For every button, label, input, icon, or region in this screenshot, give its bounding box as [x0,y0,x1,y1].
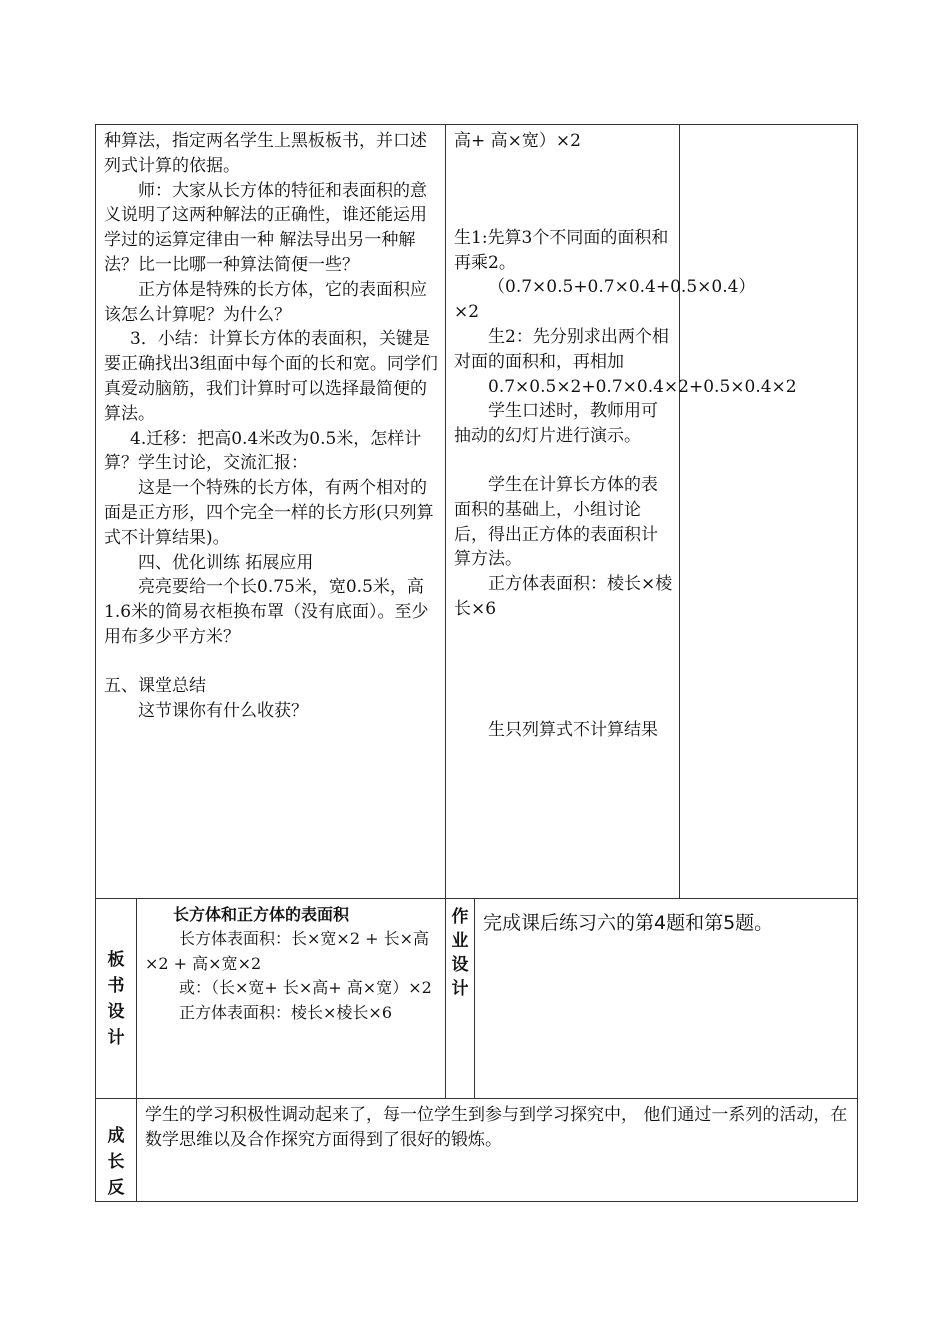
reflection-cell [137,1099,858,1202]
left-para-3: 正方体是特殊的长方体，它的表面积应该怎么计算呢？为什么？ [104,279,427,325]
mid-para-2: 生1:先算3个不同面的面积和再乘2。 [454,227,669,273]
left-para-9: 五、课堂总结 [104,675,206,696]
teaching-process-cell [96,125,446,899]
homework-cell: 完成课后练习六的第4题和第5题。 [475,899,858,1099]
board-row [96,899,858,1099]
process-row [96,125,858,899]
left-para-4: 3．小结：计算长方体的表面积，关键是要正确找出3组面中每个面的长和宽。同学们真爱动脑筋，我们计算时可以选择最简便的算法。 [104,329,438,424]
mid-para-5: 0.7×0.5×2+0.7×0.4×2+0.5×0.4×2 [488,376,797,397]
left-para-10: 这节课你有什么收获？ [138,700,308,721]
board-label: 板 书 设 计 [96,899,137,1099]
mid-para-7: 学生在计算长方体的表面积的基础上，小组讨论后，得出正方体的表面积计算方法。 [454,474,658,570]
reflection-label: 成 长 反 [96,1099,137,1202]
mid-para-1: 高+ 高×宽）×2 [454,131,581,151]
board-line-1: 长方体表面积：长×宽×2 + 长×高×2 + 高×宽×2 [145,929,429,973]
reflection-row [96,1099,858,1202]
mid-para-6: 学生口述时，教师用可抽动的幻灯片进行演示。 [454,401,658,447]
board-design-cell [137,899,446,1099]
student-activity-cell [446,125,797,899]
left-para-8: 亮亮要给一个长0.75米，宽0.5米，高1.6米的简易衣柜换布罩（没有底面）。至少用布多少平方米？ [104,577,429,647]
board-line-2: 或：（长×宽+ 长×高+ 高×宽）×2 [179,978,432,997]
board-title: 长方体和正方体的表面积 [173,905,350,924]
homework-label: 作 业 设 计 [446,899,475,1099]
reflection-text: 学生的学习积极性调动起来了，每一位学生到参与到学习探究中， 他们通过一系列的活动，在数学思维以及合作探究方面得到了很好的锻炼。 [145,1105,848,1150]
board-line-3: 正方体表面积：棱长×棱长×6 [179,1002,392,1022]
left-para-7: 四、优化训练 拓展应用 [138,552,314,573]
mid-para-3: （0.7×0.5+0.7×0.4+0.5×0.4）×2 [454,277,756,323]
notes-cell [680,125,858,899]
left-para-1: 种算法，指定两名学生上黑板板书，并口述列式计算的依据。 [104,131,427,176]
lesson-plan-table [95,124,858,1202]
left-para-2: 师：大家从长方体的特征和表面积的意义说明了这两种解法的正确性，谁还能运用学过的运算定律由一种 解法导出另一种解法？比一比哪一种算法简便一些？ [104,180,427,275]
mid-para-8: 正方体表面积：棱长×棱长×6 [454,574,673,619]
mid-para-4: 生2：先分别求出两个相对面的面积和，再相加 [454,326,669,372]
left-para-6: 这是一个特殊的长方体，有两个相对的面是正方形，四个完全一样的长方形(只列算式不计算结果)。 [104,478,434,548]
mid-para-9: 生只列算式不计算结果 [488,719,658,740]
left-para-5: 4.迁移：把高0.4米改为0.5米，怎样计算？学生讨论，交流汇报： [104,428,422,474]
